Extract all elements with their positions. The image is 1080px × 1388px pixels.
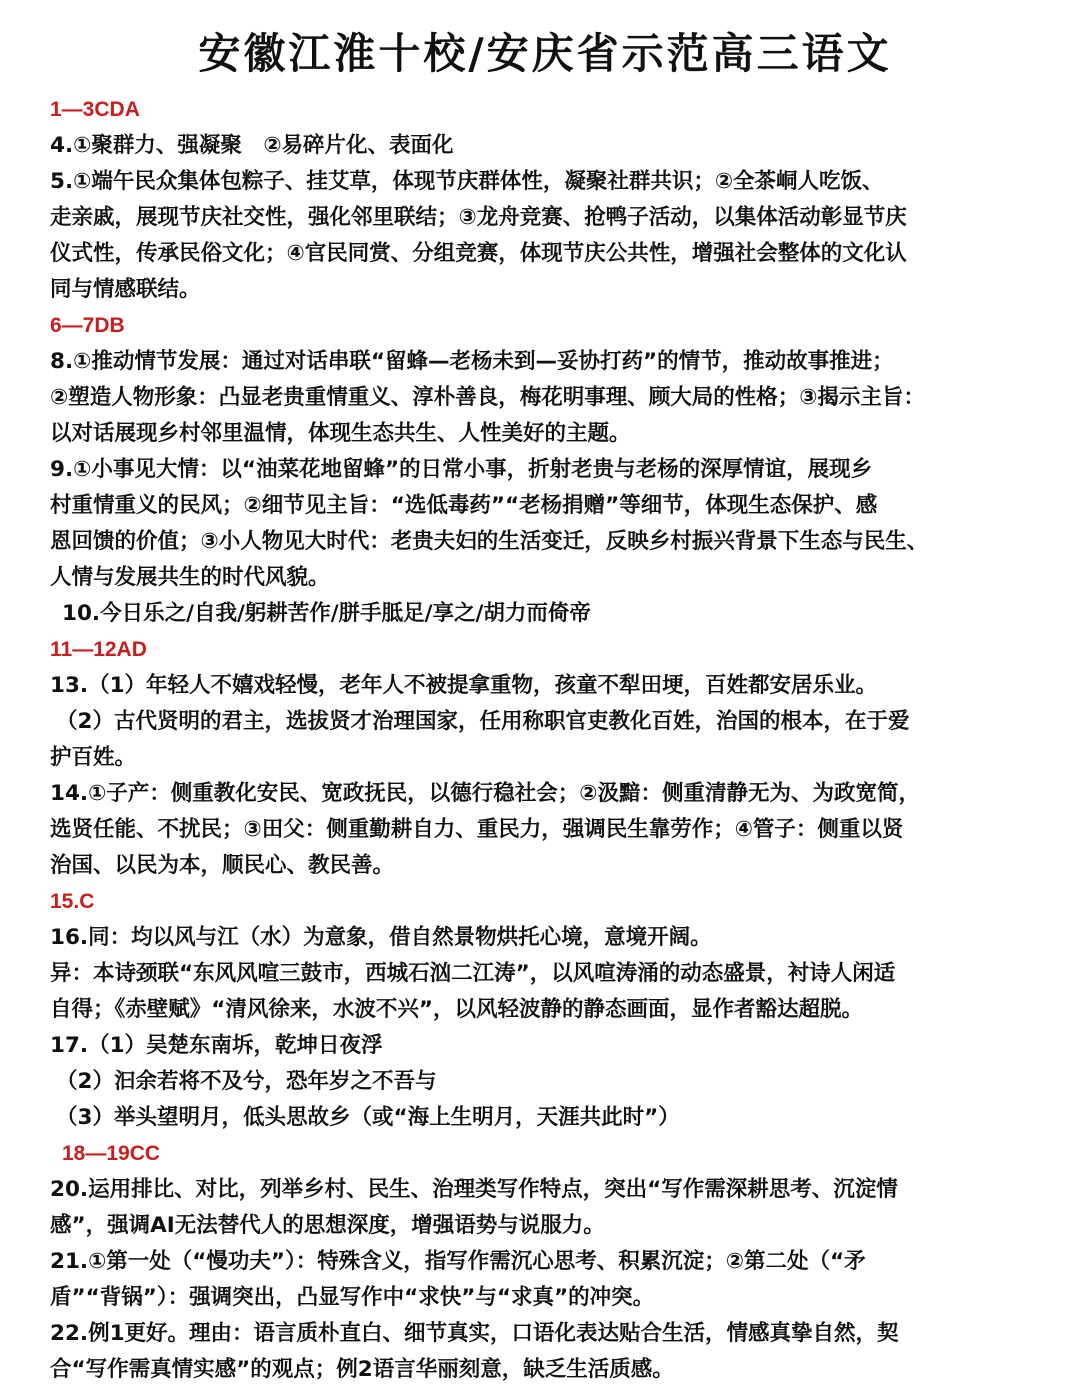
answer-text-line: 8.①推动情节发展：通过对话串联“留蜂—老杨未到—妥协打药”的情节，推动故事推进； (50, 349, 894, 374)
answer-key-line: 15.C (50, 890, 95, 913)
answer-key-line: 6—7DB (50, 314, 125, 337)
answer-text-line: 14.①子产：侧重教化安民、宽政抚民，以德行稳社会；②汲黯：侧重清静无为、为政宽简， (50, 781, 920, 806)
answer-text-line: 选贤任能、不扰民；③田父：侧重勤耕自力、重民力，强调民生靠劳作；④管子：侧重以贤 (50, 817, 904, 842)
answer-text-line: 17.（1）吴楚东南坼，乾坤日夜浮 (50, 1033, 383, 1058)
answer-text-line: 恩回馈的价值；③小人物见大时代：老贵夫妇的生活变迁，反映乡村振兴背景下生态与民生、 (50, 529, 929, 554)
answer-text-line: 22.例1更好。理由：语言质朴直白、细节真实，口语化表达贴合生活，情感真挚自然，契 (50, 1321, 899, 1346)
answer-key-line: 1—3CDA (50, 98, 140, 121)
answer-text-line: 走亲戚，展现节庆社交性，强化邻里联结；③龙舟竞赛、抢鸭子活动，以集体活动彰显节庆 (50, 205, 907, 230)
answer-text-line: 4.①聚群力、强凝聚 ②易碎片化、表面化 (50, 133, 454, 158)
answer-text-line: 人情与发展共生的时代风貌。 (50, 565, 330, 590)
answer-text-line: 仪式性，传承民俗文化；④官民同赏、分组竞赛，体现节庆公共性，增强社会整体的文化认 (50, 241, 907, 266)
answer-text-line: 10.今日乐之/自我/躬耕苦作/胼手胝足/享之/胡力而倚帝 (62, 601, 591, 626)
answer-text-line: 感”，强调AI无法替代人的思想深度，增强语势与说服力。 (50, 1213, 605, 1238)
answer-text-line: 同与情感联结。 (50, 277, 201, 302)
answer-text-line: 9.①小事见大情：以“油菜花地留蜂”的日常小事，折射老贵与老杨的深厚情谊，展现乡 (50, 457, 873, 482)
answer-text-line: 21.①第一处（“慢功夫”）：特殊含义，指写作需沉心思考、积累沉淀；②第二处（“矛 (50, 1249, 866, 1274)
page-title: 安徽江淮十校/安庆省示范高三语文 (198, 29, 892, 78)
answer-text-line: 5.①端午民众集体包粽子、挂艾草，体现节庆群体性，凝聚社群共识；②全茶峒人吃饭、 (50, 169, 884, 194)
answer-text-line: ②塑造人物形象：凸显老贵重情重义、淳朴善良，梅花明事理、顾大局的性格；③揭示主旨： (50, 385, 925, 410)
answer-text-line: 自得；《赤壁赋》“清风徐来，水波不兴”，以风轻波静的静态画面，显作者豁达超脱。 (50, 997, 864, 1022)
answer-text-line: 20.运用排比、对比，列举乡村、民生、治理类写作特点，突出“写作需深耕思考、沉淀情 (50, 1177, 898, 1202)
answer-text-line: （2）汩余若将不及兮，恐年岁之不吾与 (56, 1069, 437, 1094)
answer-text-line: 合“写作需真情实感”的观点；例2语言华丽刻意，缺乏生活质感。 (50, 1357, 674, 1382)
answer-key-line: 18—19CC (62, 1142, 161, 1165)
answer-text-line: （2）古代贤明的君主，选拔贤才治理国家，任用称职官吏教化百姓，治国的根本，在于爱 (56, 709, 910, 734)
answer-text-line: 村重情重义的民风；②细节见主旨：“选低毒药”“老杨捐赠”等细节，体现生态保护、感 (50, 493, 878, 518)
answer-text-line: 16.同：均以风与江（水）为意象，借自然景物烘托心境，意境开阔。 (50, 925, 712, 950)
answer-text-line: 13.（1）年轻人不嬉戏轻慢，老年人不被提拿重物，孩童不犁田埂，百姓都安居乐业。 (50, 673, 878, 698)
answer-text-line: 盾”“背锅”）：强调突出，凸显写作中“求快”与“求真”的冲突。 (50, 1285, 655, 1310)
answer-key-line: 11—12AD (50, 638, 147, 661)
answer-text-line: 护百姓。 (50, 745, 137, 770)
answer-lines (50, 92, 1040, 1388)
answer-text-line: 以对话展现乡村邻里温情，体现生态共生、人性美好的主题。 (50, 421, 631, 446)
answer-text-line: （3）举头望明月，低头思故乡（或“海上生明月，天涯共此时”） (56, 1105, 680, 1130)
answer-text-line: 治国、以民为本，顺民心、教民善。 (50, 853, 395, 878)
answer-text-line: 异：本诗颈联“东风风喧三鼓市，西城石汹二江涛”，以风喧涛涌的动态盛景，衬诗人闲适 (50, 961, 896, 986)
